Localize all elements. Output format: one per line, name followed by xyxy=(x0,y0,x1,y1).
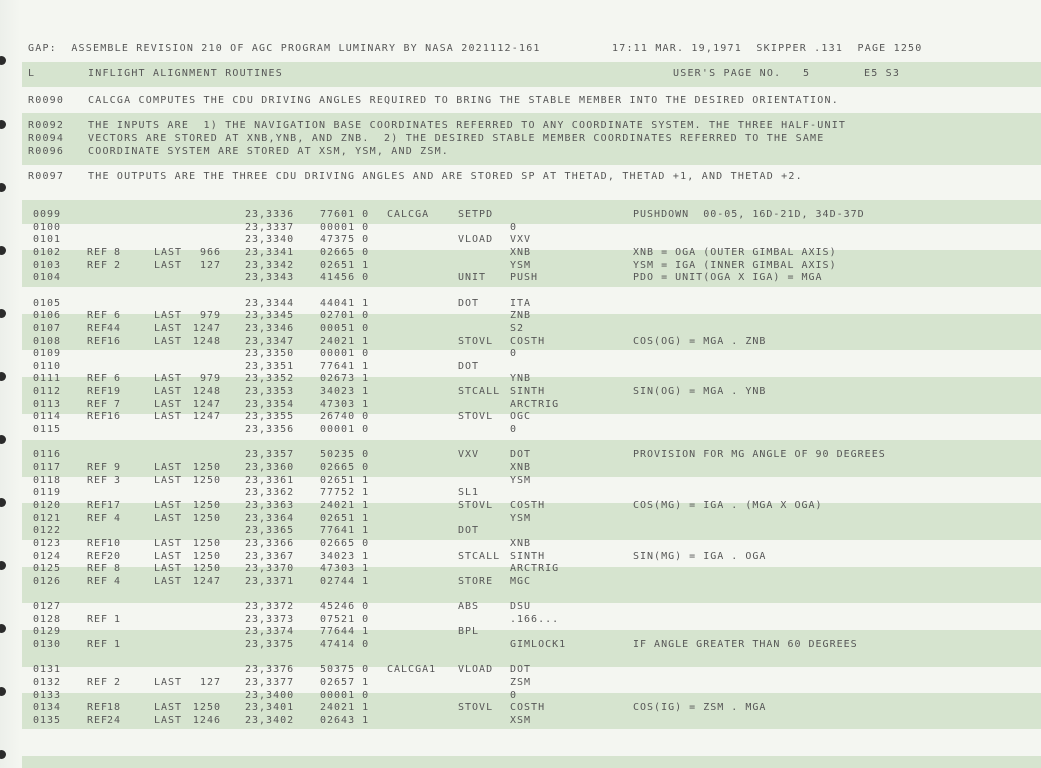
ref-count: 6 xyxy=(113,373,121,385)
comment-id: R0096 xyxy=(28,146,65,157)
line-number: 0129 xyxy=(33,626,62,638)
operand: XNB xyxy=(510,462,532,473)
ref-count: 4 xyxy=(113,575,121,587)
octal-word: 24021 1 xyxy=(320,702,370,714)
line-number: 0108 xyxy=(33,335,62,347)
remark: COS(OG) = MGA . ZNB xyxy=(633,335,767,347)
address: 23,3336 xyxy=(245,209,295,220)
line-number: 0099 xyxy=(33,209,62,220)
operand: GIMLOCK1 xyxy=(510,639,567,651)
octal-word: 07521 0 xyxy=(320,613,370,625)
address: 23,3362 xyxy=(245,487,295,499)
ref-count: 24 xyxy=(106,715,121,726)
operand: ITA xyxy=(510,297,532,309)
operand: PUSH xyxy=(510,272,539,284)
section-title: INFLIGHT ALIGNMENT ROUTINES xyxy=(88,68,283,79)
octal-word: 00051 0 xyxy=(320,322,370,334)
feed-hole xyxy=(0,687,6,696)
operand: 0 xyxy=(510,424,518,435)
ref-count: 16 xyxy=(106,411,121,423)
operand: COSTH xyxy=(510,335,546,347)
octal-word: 02701 0 xyxy=(320,310,370,322)
last-label: LAST xyxy=(154,715,183,726)
operand: 0 xyxy=(510,689,518,701)
line-number: 0121 xyxy=(33,512,62,524)
feed-hole xyxy=(0,750,6,759)
last-page: 979 xyxy=(199,373,221,385)
ref-label: REF xyxy=(87,613,109,625)
ref-count: 19 xyxy=(106,386,121,398)
remark: YSM = IGA (INNER GIMBAL AXIS) xyxy=(633,259,837,271)
opcode: DOT xyxy=(458,525,480,537)
address: 23,3370 xyxy=(245,563,295,575)
ref-label: REF xyxy=(87,335,109,347)
operand: SINTH xyxy=(510,550,546,562)
ref-count: 10 xyxy=(106,537,121,549)
last-page: 127 xyxy=(199,677,221,688)
ref-label: REF xyxy=(87,550,109,562)
last-label: LAST xyxy=(154,398,183,410)
ref-label: REF xyxy=(87,462,109,473)
address: 23,3352 xyxy=(245,373,295,385)
ref-label: REF xyxy=(87,715,109,726)
ref-count: 8 xyxy=(113,563,121,575)
opcode: STOVL xyxy=(458,499,494,511)
operand: DSU xyxy=(510,601,532,613)
ref-label: REF xyxy=(87,373,109,385)
operand: OGC xyxy=(510,411,532,423)
address: 23,3401 xyxy=(245,702,295,714)
last-label: LAST xyxy=(154,474,183,486)
address: 23,3337 xyxy=(245,221,295,233)
last-label: LAST xyxy=(154,373,183,385)
last-label: LAST xyxy=(154,259,183,271)
ref-label: REF xyxy=(87,310,109,322)
address: 23,3364 xyxy=(245,512,295,524)
operand: 0 xyxy=(510,221,518,233)
page-code: E5 S3 xyxy=(864,68,901,79)
remark: PROVISION FOR MG ANGLE OF 90 DEGREES xyxy=(633,449,886,461)
ref-count: 6 xyxy=(113,310,121,322)
feed-hole xyxy=(0,498,6,507)
line-number: 0107 xyxy=(33,322,62,334)
remark: SIN(OG) = MGA . YNB xyxy=(633,386,767,398)
last-label: LAST xyxy=(154,247,183,258)
octal-word: 47375 0 xyxy=(320,234,370,246)
address: 23,3360 xyxy=(245,462,295,473)
address: 23,3367 xyxy=(245,550,295,562)
octal-word: 24021 1 xyxy=(320,335,370,347)
octal-word: 77644 1 xyxy=(320,626,370,638)
opcode: STOVL xyxy=(458,702,494,714)
last-page: 1248 xyxy=(192,386,221,398)
feed-hole xyxy=(0,56,6,65)
line-number: 0134 xyxy=(33,702,62,714)
octal-word: 00001 0 xyxy=(320,689,370,701)
line-number: 0125 xyxy=(33,563,62,575)
opcode: STCALL xyxy=(458,550,501,562)
address: 23,3346 xyxy=(245,322,295,334)
comment-id: R0097 xyxy=(28,171,65,182)
ref-label: REF xyxy=(87,537,109,549)
octal-word: 77752 1 xyxy=(320,487,370,499)
last-label: LAST xyxy=(154,411,183,423)
line-number: 0133 xyxy=(33,689,62,701)
ref-count: 20 xyxy=(106,550,121,562)
address: 23,3356 xyxy=(245,424,295,435)
header-assembly-line: GAP: ASSEMBLE REVISION 210 OF AGC PROGRAM LUMINARY BY NASA 2021112-161 xyxy=(28,43,541,54)
address: 23,3342 xyxy=(245,259,295,271)
operand: XNB xyxy=(510,247,532,258)
address: 23,3361 xyxy=(245,474,295,486)
address: 23,3341 xyxy=(245,247,295,258)
opcode: DOT xyxy=(458,297,480,309)
address: 23,3374 xyxy=(245,626,295,638)
comment-id: R0090 xyxy=(28,95,65,106)
last-page: 1247 xyxy=(192,411,221,423)
last-page: 966 xyxy=(199,247,221,258)
ref-label: REF xyxy=(87,398,109,410)
ref-label: REF xyxy=(87,474,109,486)
last-label: LAST xyxy=(154,499,183,511)
line-number: 0102 xyxy=(33,247,62,258)
last-label: LAST xyxy=(154,335,183,347)
last-page: 1247 xyxy=(192,322,221,334)
last-page: 1250 xyxy=(192,499,221,511)
last-page: 1248 xyxy=(192,335,221,347)
operand: MGC xyxy=(510,575,532,587)
ref-count: 44 xyxy=(106,322,121,334)
ref-count: 9 xyxy=(113,462,121,473)
ref-label: REF xyxy=(87,499,109,511)
line-number: 0123 xyxy=(33,537,62,549)
octal-word: 00001 0 xyxy=(320,348,370,360)
last-label: LAST xyxy=(154,310,183,322)
octal-word: 02643 1 xyxy=(320,715,370,726)
octal-word: 45246 0 xyxy=(320,601,370,613)
last-page: 1247 xyxy=(192,575,221,587)
address: 23,3372 xyxy=(245,601,295,613)
opcode: UNIT xyxy=(458,272,487,284)
opcode: BPL xyxy=(458,626,480,638)
operand: S2 xyxy=(510,322,525,334)
ref-label: REF xyxy=(87,702,109,714)
octal-word: 02651 1 xyxy=(320,474,370,486)
last-page: 1250 xyxy=(192,702,221,714)
line-number: 0131 xyxy=(33,664,62,676)
remark: PUSHDOWN 00-05, 16D-21D, 34D-37D xyxy=(633,209,865,220)
octal-word: 00001 0 xyxy=(320,424,370,435)
ref-label: REF xyxy=(87,259,109,271)
last-label: LAST xyxy=(154,702,183,714)
green-band xyxy=(22,756,1041,768)
last-label: LAST xyxy=(154,537,183,549)
line-number: 0103 xyxy=(33,259,62,271)
octal-word: 44041 1 xyxy=(320,297,370,309)
octal-word: 77641 1 xyxy=(320,525,370,537)
octal-word: 02665 0 xyxy=(320,462,370,473)
feed-hole xyxy=(0,561,6,570)
last-page: 1246 xyxy=(192,715,221,726)
user-page-number: USER'S PAGE NO. 5 xyxy=(673,68,811,79)
operand: DOT xyxy=(510,449,532,461)
header-timestamp-page: 17:11 MAR. 19,1971 SKIPPER .131 PAGE 1250 xyxy=(612,43,923,54)
ref-count: 16 xyxy=(106,335,121,347)
comment-text: VECTORS ARE STORED AT XNB,YNB, AND ZNB. 2) THE DESIRED STABLE MEMBER COORDINATES REFERRED TO THE SAME xyxy=(88,133,825,144)
line-number: 0105 xyxy=(33,297,62,309)
address: 23,3357 xyxy=(245,449,295,461)
line-number: 0120 xyxy=(33,499,62,511)
address: 23,3373 xyxy=(245,613,295,625)
feed-hole xyxy=(0,372,6,381)
comment-id: R0092 xyxy=(28,120,65,131)
ref-label: REF xyxy=(87,247,109,258)
octal-word: 02744 1 xyxy=(320,575,370,587)
address: 23,3354 xyxy=(245,398,295,410)
comment-text: CALCGA COMPUTES THE CDU DRIVING ANGLES REQUIRED TO BRING THE STABLE MEMBER INTO THE DESIRED ORIENTATION. xyxy=(88,95,839,106)
ref-count: 3 xyxy=(113,474,121,486)
address: 23,3375 xyxy=(245,639,295,651)
ref-label: REF xyxy=(87,386,109,398)
address: 23,3376 xyxy=(245,664,295,676)
last-page: 1250 xyxy=(192,563,221,575)
operand: COSTH xyxy=(510,702,546,714)
ref-count: 18 xyxy=(106,702,121,714)
last-label: LAST xyxy=(154,462,183,473)
operand: ZNB xyxy=(510,310,532,322)
operand: SINTH xyxy=(510,386,546,398)
address: 23,3377 xyxy=(245,677,295,688)
address: 23,3347 xyxy=(245,335,295,347)
octal-word: 41456 0 xyxy=(320,272,370,284)
operand: ARCTRIG xyxy=(510,563,560,575)
address: 23,3353 xyxy=(245,386,295,398)
line-number: 0106 xyxy=(33,310,62,322)
ref-count: 1 xyxy=(113,639,121,651)
address: 23,3350 xyxy=(245,348,295,360)
address: 23,3371 xyxy=(245,575,295,587)
octal-word: 34023 1 xyxy=(320,386,370,398)
comment-text: THE OUTPUTS ARE THE THREE CDU DRIVING ANGLES AND ARE STORED SP AT THETAD, THETAD +1, AND THETAD +2. xyxy=(88,171,803,182)
opcode: SETPD xyxy=(458,209,494,220)
opcode: VLOAD xyxy=(458,234,494,246)
last-label: LAST xyxy=(154,575,183,587)
feed-hole xyxy=(0,624,6,633)
address: 23,3343 xyxy=(245,272,295,284)
opcode: STOVL xyxy=(458,335,494,347)
remark: SIN(MG) = IGA . OGA xyxy=(633,550,767,562)
line-number: 0127 xyxy=(33,601,62,613)
line-number: 0130 xyxy=(33,639,62,651)
section-letter: L xyxy=(28,68,36,79)
address: 23,3340 xyxy=(245,234,295,246)
line-number: 0119 xyxy=(33,487,62,499)
feed-hole xyxy=(0,309,6,318)
octal-word: 34023 1 xyxy=(320,550,370,562)
opcode: STCALL xyxy=(458,386,501,398)
address: 23,3351 xyxy=(245,360,295,372)
operand: VXV xyxy=(510,234,532,246)
octal-word: 47303 1 xyxy=(320,398,370,410)
feed-hole xyxy=(0,435,6,444)
remark: COS(MG) = IGA . (MGA X OGA) xyxy=(633,499,823,511)
ref-label: REF xyxy=(87,677,109,688)
ref-count: 17 xyxy=(106,499,121,511)
last-label: LAST xyxy=(154,677,183,688)
green-band xyxy=(22,200,1041,224)
last-page: 1250 xyxy=(192,462,221,473)
line-number: 0122 xyxy=(33,525,62,537)
address: 23,3402 xyxy=(245,715,295,726)
octal-word: 02651 1 xyxy=(320,512,370,524)
opcode: STOVL xyxy=(458,411,494,423)
opcode: STORE xyxy=(458,575,494,587)
octal-word: 50375 0 xyxy=(320,664,370,676)
last-label: LAST xyxy=(154,512,183,524)
line-number: 0114 xyxy=(33,411,62,423)
octal-word: 02651 1 xyxy=(320,259,370,271)
operand: ARCTRIG xyxy=(510,398,560,410)
code-label: CALCGA xyxy=(387,209,430,220)
last-label: LAST xyxy=(154,386,183,398)
operand: ZSM xyxy=(510,677,532,688)
line-number: 0116 xyxy=(33,449,62,461)
line-number: 0118 xyxy=(33,474,62,486)
octal-word: 00001 0 xyxy=(320,221,370,233)
ref-label: REF xyxy=(87,639,109,651)
opcode: ABS xyxy=(458,601,480,613)
ref-count: 2 xyxy=(113,677,121,688)
operand: .166... xyxy=(510,613,560,625)
operand: YSM xyxy=(510,512,532,524)
ref-label: REF xyxy=(87,575,109,587)
remark: XNB = OGA (OUTER GIMBAL AXIS) xyxy=(633,247,837,258)
address: 23,3366 xyxy=(245,537,295,549)
octal-word: 02657 1 xyxy=(320,677,370,688)
address: 23,3365 xyxy=(245,525,295,537)
octal-word: 26740 0 xyxy=(320,411,370,423)
remark: IF ANGLE GREATER THAN 60 DEGREES xyxy=(633,639,858,651)
ref-count: 2 xyxy=(113,259,121,271)
remark: PDO = UNIT(OGA X IGA) = MGA xyxy=(633,272,823,284)
operand: YSM xyxy=(510,259,532,271)
feed-hole xyxy=(0,183,6,192)
last-page: 1250 xyxy=(192,550,221,562)
opcode: VXV xyxy=(458,449,480,461)
last-page: 1250 xyxy=(192,512,221,524)
address: 23,3345 xyxy=(245,310,295,322)
operand: XSM xyxy=(510,715,532,726)
line-number: 0132 xyxy=(33,677,62,688)
octal-word: 50235 0 xyxy=(320,449,370,461)
octal-word: 02665 0 xyxy=(320,537,370,549)
ref-count: 7 xyxy=(113,398,121,410)
line-number: 0117 xyxy=(33,462,62,473)
line-number: 0115 xyxy=(33,424,62,435)
octal-word: 02665 0 xyxy=(320,247,370,258)
comment-id: R0094 xyxy=(28,133,65,144)
line-number: 0128 xyxy=(33,613,62,625)
line-number: 0109 xyxy=(33,348,62,360)
octal-word: 47414 0 xyxy=(320,639,370,651)
line-number: 0113 xyxy=(33,398,62,410)
last-page: 979 xyxy=(199,310,221,322)
line-number: 0111 xyxy=(33,373,62,385)
ref-count: 1 xyxy=(113,613,121,625)
ref-count: 4 xyxy=(113,512,121,524)
line-number: 0110 xyxy=(33,360,62,372)
remark: COS(IG) = ZSM . MGA xyxy=(633,702,767,714)
operand: XNB xyxy=(510,537,532,549)
last-page: 1247 xyxy=(192,398,221,410)
opcode: VLOAD xyxy=(458,664,494,676)
octal-word: 02673 1 xyxy=(320,373,370,385)
last-page: 1250 xyxy=(192,474,221,486)
operand: 0 xyxy=(510,348,518,360)
operand: YNB xyxy=(510,373,532,385)
last-label: LAST xyxy=(154,563,183,575)
opcode: SL1 xyxy=(458,487,480,499)
address: 23,3363 xyxy=(245,499,295,511)
operand: YSM xyxy=(510,474,532,486)
operand: COSTH xyxy=(510,499,546,511)
octal-word: 77641 1 xyxy=(320,360,370,372)
line-number: 0104 xyxy=(33,272,62,284)
octal-word: 24021 1 xyxy=(320,499,370,511)
line-number: 0100 xyxy=(33,221,62,233)
ref-label: REF xyxy=(87,563,109,575)
line-number: 0135 xyxy=(33,715,62,726)
address: 23,3355 xyxy=(245,411,295,423)
address: 23,3344 xyxy=(245,297,295,309)
ref-label: REF xyxy=(87,411,109,423)
last-page: 1250 xyxy=(192,537,221,549)
comment-text: COORDINATE SYSTEM ARE STORED AT XSM, YSM, AND ZSM. xyxy=(88,146,450,157)
last-label: LAST xyxy=(154,550,183,562)
line-number: 0126 xyxy=(33,575,62,587)
line-number: 0101 xyxy=(33,234,62,246)
code-label: CALCGA1 xyxy=(387,664,437,676)
operand: DOT xyxy=(510,664,532,676)
last-page: 127 xyxy=(199,259,221,271)
address: 23,3400 xyxy=(245,689,295,701)
feed-hole xyxy=(0,120,6,129)
feed-hole xyxy=(0,246,6,255)
ref-label: REF xyxy=(87,322,109,334)
comment-text: THE INPUTS ARE 1) THE NAVIGATION BASE COORDINATES REFERRED TO ANY COORDINATE SYSTEM. THE THREE HALF-UNIT xyxy=(88,120,847,131)
octal-word: 77601 0 xyxy=(320,209,370,220)
opcode: DOT xyxy=(458,360,480,372)
line-number: 0124 xyxy=(33,550,62,562)
ref-count: 8 xyxy=(113,247,121,258)
line-number: 0112 xyxy=(33,386,62,398)
octal-word: 47303 1 xyxy=(320,563,370,575)
ref-label: REF xyxy=(87,512,109,524)
last-label: LAST xyxy=(154,322,183,334)
